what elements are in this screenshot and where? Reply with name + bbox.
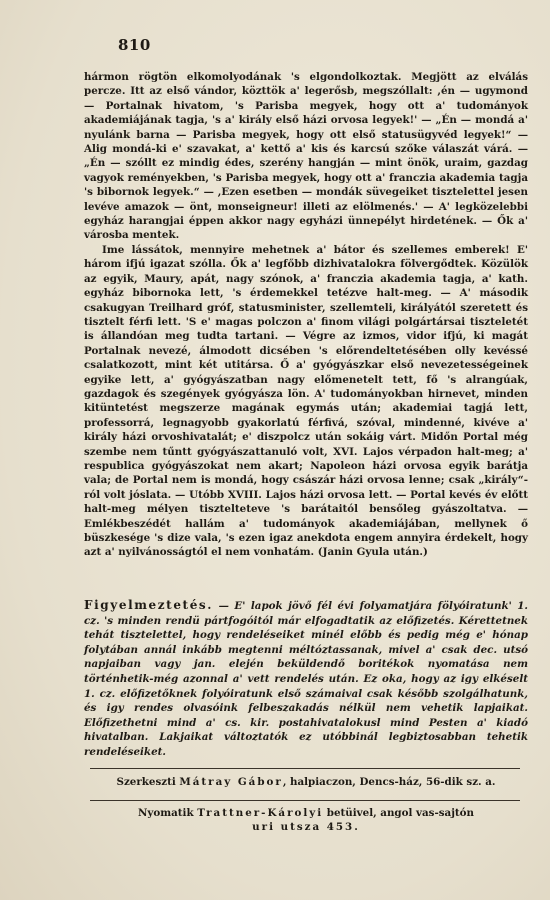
paragraph-2: Ime lássátok, mennyire mehetnek a' bátor és szellemes emberek! E' három ifjú igazat szólla. Ők a' legfőbb dizhivatalokra fölvergődtek. Közülök az egyik, Maury, apát, nagy szónok, a' franczia akademia tagja, a' kath. egyház bibornoka lett, 's érdemekkel tetézve halt-meg. — A' második csakugyan Treilhard gróf, statusminister, szellemteli, királyától szeretett és tisztelt férfi lett. 'S e' magas polczon a' finom világi polgártársai tiszteletét is állandóan meg tudta tartani. — Végre az izmos, vidor ifjú, ki magát Portalnak nevezé, álmodott dicsében 's előrendeltetésében olly kevéssé csalatkozott, mint két utitársa. Ő a' gyógyászkar első nevezetességeinek egyike lett, a' gyógyászatban nagy előmenetelt tett, fő 's alrangúak, gazdagok és szegények gyógyásza lön. A' tudományokban hirnevet, minden kitüntetést megszerze magának egymás után; akademiai tagjá lett, professorrá, legnagyobb gyakorlatú férfivá, szóval, mindenné, kivéve a' király házi orvoshivatalát; e' diszpolcz után sokáig várt. Midőn Portal még szembe nem tűntt gyógyászattanuló volt, XVI. Lajos vérpadon halt-meg; a' respublica gyógyászokat nem akart; Napoleon házi orvosa egyik barátja vala; de Portal nem is mondá, hogy császár házi orvosa lenne; csak „király“-ról volt jóslata. — Utóbb XVIII. Lajos házi orvosa lett. — Portal kevés év előtt halt-meg mélyen tisztelteteve 's barátaitól bensőleg gyászoltatva. — Emlékbeszédét hallám a' tudományok akademiájában, mellynek ő büszkesége 's dize vala, 's ezen igaz anekdota engem annyira érdekelt, hogy azt a' nyilvánosságtól el nem vonhatám. (Janin Gyula után.) <box>84 243 528 559</box>
printer-suffix: betüivel, angol vas-sajtón <box>323 807 475 819</box>
article-body <box>84 70 528 560</box>
notice-text: — E' lapok jövő fél évi folyamatjára fölyóiratunk' 1. cz. 's minden rendü pártfogóitól már elfogadtatik az előfizetés. Kérettetnek tehát tisztelettel, hogy rendeléseiket minél előbb és pedig még e' hónap folytában annál inkább megtenni méltóztassanak, mivel a' csak dec. utsó napjaiban vagy jan. elején beküldendő boritékok nyomatása nem történhetik-még azonnal a' vett rendelés után. Ez oka, hogy az igy elkéselt 1. cz. előfizetőknek folyóiratunk első számaival csak később szolgálhatunk, és igy rendes olvasóink felbeszakadás nélkül nem vehetik lapjaikat. Előfizethetni mind a' cs. kir. postahivatalokusl mind Pesten a' kiadó hivatalban. Lakjaikat változtatók ez utóbbinál legbiztosabban tehetik rendeléseiket. <box>84 600 528 758</box>
printer-line-1 <box>84 806 528 820</box>
notice-title: Figyelmeztetés. <box>84 598 214 612</box>
separator-bottom <box>90 800 520 801</box>
printer-prefix: Nyomatik <box>137 807 198 819</box>
imprint-suffix: , halpiaczon, Dencs-ház, 56-dik sz. a. <box>282 776 496 788</box>
imprint-prefix: Szerkeszti <box>116 776 180 788</box>
printer-name: Trattner-Károlyi <box>197 807 324 819</box>
printer-line-2: uri utsza 453. <box>252 821 360 833</box>
printer-imprint <box>84 806 528 834</box>
editor-imprint <box>84 776 528 788</box>
paragraph-1: hármon rögtön elkomolyodának 's elgondolkoztak. Megjött az elválás percze. Itt az első vándor, közttök a' legerősb, megszóllalt: ,én — ugymond — Portalnak hivatom, 's Parisba megyek, hogy ott a' tudományok akademiájának tagja, 's a' király első házi orvosa legyek!' — „Én — mondá a' nyulánk barna — Parisba megyek, hogy ott első statusügyvéd legyek!“ — Alig mondá-ki e' szavakat, a' kettő a' kis és karcsú szőke válaszát várá. — „Én — szóllt ez mindig édes, szerény hangján — mint önök, uraim, gazdag vagyok reményekben, 's Parisba megyek, hogy ott a' franczia akademia tagja 's bibornok legyek.“ — ,Ezen esetben — mondák süvegeiket tisztelettel jesen levéve amazok — önt, monseigneur! illeti az elölmenés.' — A' legközelebbi egyház harangjai éppen akkor nagy egyházi ünnepélyt hirdetének. — Ők a' városba mentek. <box>84 71 528 242</box>
separator-top <box>90 768 520 769</box>
editor-name: Mátray Gábor <box>179 776 283 788</box>
page-number: 810 <box>118 36 151 54</box>
subscription-notice <box>84 598 528 760</box>
